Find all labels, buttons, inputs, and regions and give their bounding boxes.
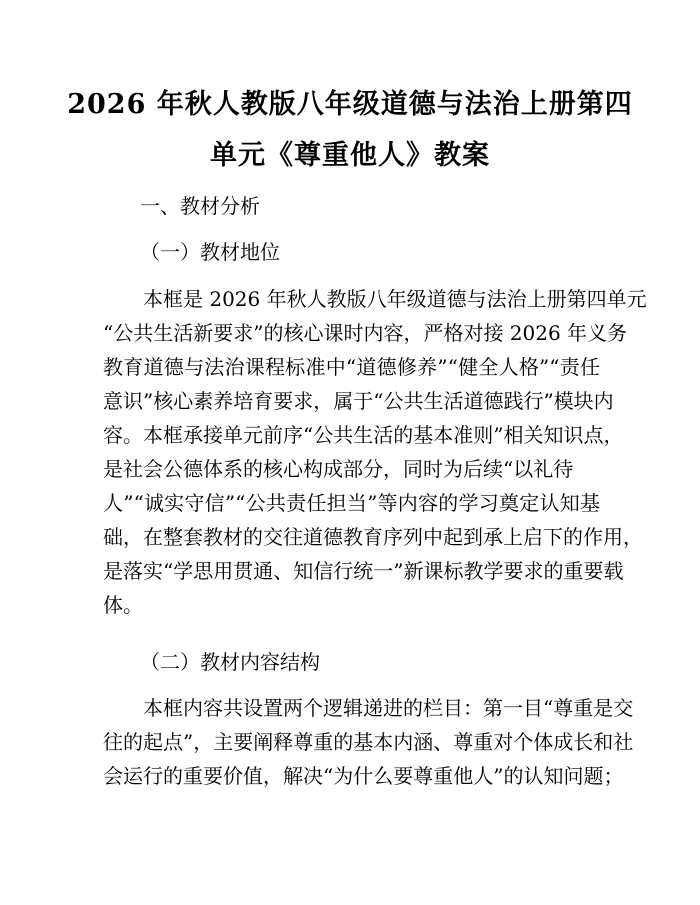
paragraph-line: 容。本框承接单元前序“公共生活的基本准则”相关知识点， [103,423,624,447]
paragraph-line: “公共生活新要求”的核心课时内容，严格对接 2026 年义务 [103,321,628,345]
paragraph-line: 是落实“学思用贯通、知信行统一”新课标教学要求的重要载 [103,559,624,583]
subsection-heading-structure: （二）教材内容结构 [140,650,320,674]
paragraph-line: 往的起点”，主要阐释尊重的基本内涵、尊重对个体成长和社 [103,730,634,754]
paragraph-line: 会运行的重要价值，解决“为什么要尊重他人”的认知问题； [103,764,624,788]
paragraph-line: 意识”核心素养培育要求，属于“公共生活道德践行”模块内 [103,389,614,413]
document-title-line-2: 单元《尊重他人》教案 [210,140,490,171]
paragraph-line: 本框是 2026 年秋人教版八年级道德与法治上册第四单元 [143,287,647,311]
paragraph-line: 是社会公德体系的核心构成部分，同时为后续“以礼待 [103,457,574,481]
section-heading: 一、教材分析 [140,194,260,218]
paragraph-line: 础，在整套教材的交往道德教育序列中起到承上启下的作用， [103,525,643,549]
paragraph-line: 体。 [103,593,143,617]
paragraph-line: 教育道德与法治课程标准中“道德修养”“健全人格”“责任 [103,355,600,379]
document-title-line-1: 2026 年秋人教版八年级道德与法治上册第四 [67,89,633,120]
paragraph-line: 本框内容共设置两个逻辑递进的栏目：第一目“尊重是交 [143,696,634,720]
paragraph-line: 人”“诚实守信”“公共责任担当”等内容的学习奠定认知基 [103,491,600,515]
subsection-heading-position: （一）教材地位 [140,240,280,264]
